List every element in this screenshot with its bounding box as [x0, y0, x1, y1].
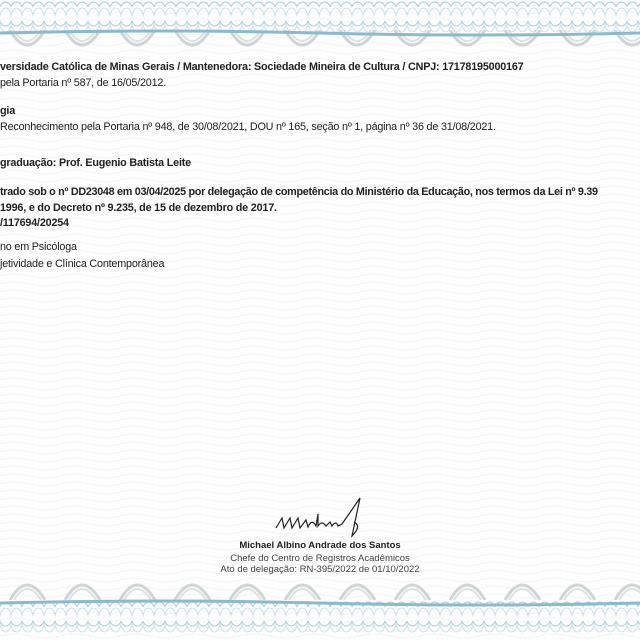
- bottom-border: [0, 574, 640, 640]
- coordinator-line: graduação: Prof. Eugenio Batista Leite: [0, 157, 191, 169]
- registration-line-2: 1996, e do Decreto nº 9.235, de 15 de dezembro de 2017.: [0, 202, 277, 214]
- process-number: /117694/20254: [0, 217, 69, 229]
- institution-line: versidade Católica de Minas Gerais / Mantenedora: Sociedade Mineira de Cultura / CNPJ: 17178195000167: [0, 61, 524, 73]
- title-line: no em Psicóloga: [0, 241, 77, 253]
- registration-line: trado sob o nº DD23048 em 03/04/2025 por delegação de competência do Ministério da Educação, nos termos da Lei nº 9.39: [0, 186, 598, 198]
- signature-image: [272, 496, 372, 541]
- emphasis-line: jetividade e Clínica Contemporânea: [0, 258, 165, 270]
- course-title: gia: [0, 105, 15, 117]
- signatory-name: Michael Albino Andrade dos Santos: [239, 540, 401, 551]
- recognition-line: Reconhecimento pela Portaria nº 948, de 30/08/2021, DOU nº 165, seção nº 1, página nº 36 de 31/08/2021.: [0, 121, 496, 133]
- delegation-act: Ato de delegação: RN-395/2022 de 01/10/2022: [220, 564, 420, 575]
- accreditation-line: pela Portaria nº 587, de 16/05/2012.: [0, 77, 167, 89]
- top-border: [0, 0, 640, 52]
- signatory-role: Chefe do Centro de Registros Acadêmicos: [230, 553, 410, 564]
